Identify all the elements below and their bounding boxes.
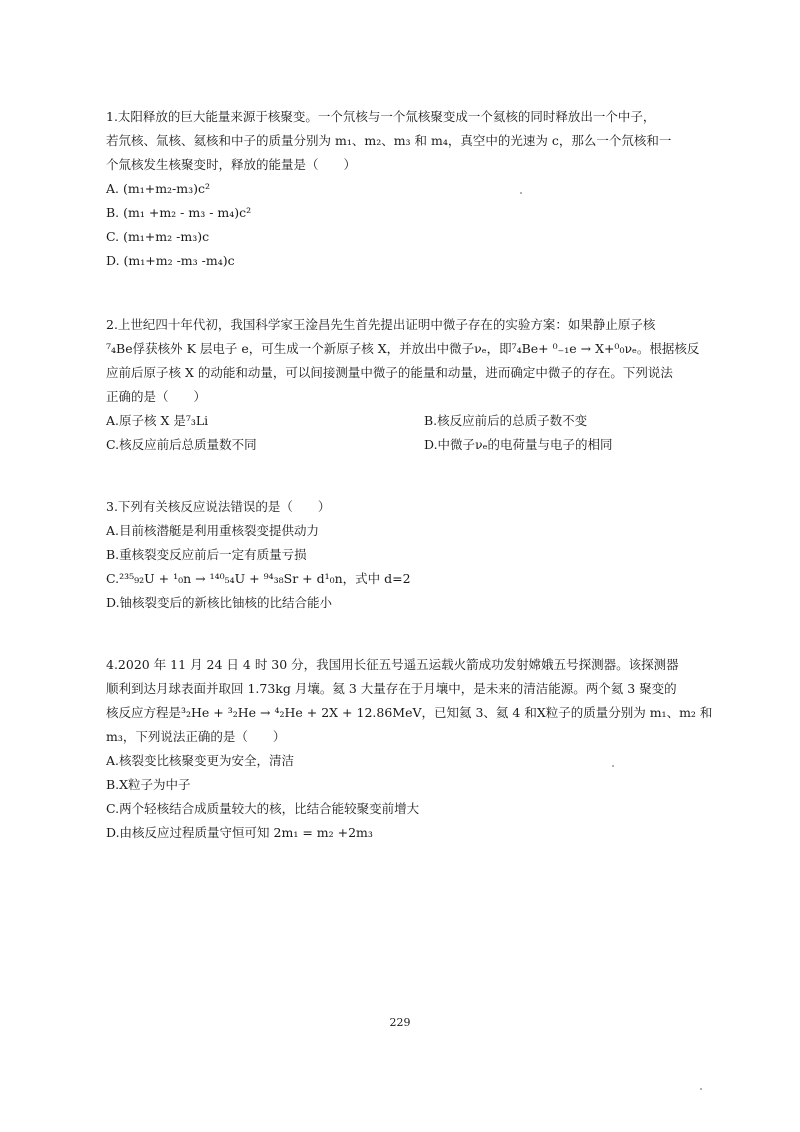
q2-option-a: A.原子核 X 是⁷₃Li bbox=[106, 413, 209, 428]
q2-line-4: 正确的是（ ） bbox=[106, 389, 207, 404]
scan-speck bbox=[612, 765, 614, 767]
q4-option-b: B.X粒子为中子 bbox=[106, 777, 191, 792]
q2-option-b: B.核反应前后的总质子数不变 bbox=[424, 413, 588, 428]
q4-line-4: m₃，下列说法正确的是（ ） bbox=[106, 729, 286, 744]
q3-line-1: 3.下列有关核反应说法错误的是（ ） bbox=[106, 499, 331, 514]
q3-option-d: D.铀核裂变后的新核比铀核的比结合能小 bbox=[106, 595, 333, 610]
q2-line-1: 2.上世纪四十年代初，我国科学家王淦昌先生首先提出证明中微子存在的实验方案：如果静止原子核 bbox=[106, 317, 656, 332]
q2-option-d: D.中微子νₑ的电荷量与电子的相同 bbox=[424, 437, 613, 452]
q2-line-2: ⁷₄Be俘获核外 K 层电子 e，可生成一个新原子核 X，并放出中微子νₑ，即⁷₄Be+ ⁰₋₁e → X+⁰₀νₑ。根据核反 bbox=[106, 341, 700, 356]
q1-line-3: 个氚核发生核聚变时，释放的能量是（ ） bbox=[106, 157, 357, 172]
q4-line-3: 核反应方程是³₂He + ³₂He → ⁴₂He + 2X + 12.86MeV，已知氦 3、氦 4 和X粒子的质量分别为 m₁、m₂ 和 bbox=[106, 705, 713, 720]
q4-option-a: A.核裂变比核聚变更为安全，清洁 bbox=[106, 753, 295, 768]
page-number: 229 bbox=[389, 1016, 411, 1029]
q1-option-b: B. (m₁ +m₂ - m₃ - m₄)c² bbox=[106, 205, 252, 220]
q4-option-c: C.两个轻核结合成质量较大的核，比结合能较聚变前增大 bbox=[106, 801, 420, 816]
q4-option-d: D.由核反应过程质量守恒可知 2m₁ = m₂ +2m₃ bbox=[106, 825, 373, 840]
q4-line-2: 顺利到达月球表面并取回 1.73kg 月壤。氦 3 大量存在于月壤中，是未来的清洁能源。两个氦 3 聚变的 bbox=[106, 681, 677, 696]
q3-option-b: B.重核裂变反应前后一定有质量亏损 bbox=[106, 547, 307, 562]
q1-option-d: D. (m₁+m₂ -m₃ -m₄)c bbox=[106, 253, 235, 268]
q1-line-2: 若氘核、氚核、氦核和中子的质量分别为 m₁、m₂、m₃ 和 m₄，真空中的光速为 c，那么一个氘核和一 bbox=[106, 133, 672, 148]
scan-speck bbox=[520, 192, 522, 194]
q1-line-1: 1.太阳释放的巨大能量来源于核聚变。一个氘核与一个氚核聚变成一个氦核的同时释放出一个中子， bbox=[106, 109, 656, 124]
scan-speck bbox=[700, 1088, 702, 1090]
q1-option-a: A. (m₁+m₂-m₃)c² bbox=[106, 181, 211, 196]
q3-option-a: A.目前核潜艇是利用重核裂变提供动力 bbox=[106, 523, 320, 538]
q1-option-c: C. (m₁+m₂ -m₃)c bbox=[106, 229, 210, 244]
q2-line-3: 应前后原子核 X 的动能和动量，可以间接测量中微子的能量和动量，进而确定中微子的存在。下列说法 bbox=[106, 365, 673, 380]
q2-option-c: C.核反应前后总质量数不同 bbox=[106, 437, 257, 452]
q3-option-c: C.²³⁵₉₂U + ¹₀n → ¹⁴⁰₅₄U + ⁹⁴₃₈Sr + d¹₀n，式中 d=2 bbox=[106, 571, 411, 586]
q4-line-1: 4.2020 年 11 月 24 日 4 时 30 分，我国用长征五号遥五运载火箭成功发射嫦娥五号探测器。该探测器 bbox=[106, 657, 679, 672]
